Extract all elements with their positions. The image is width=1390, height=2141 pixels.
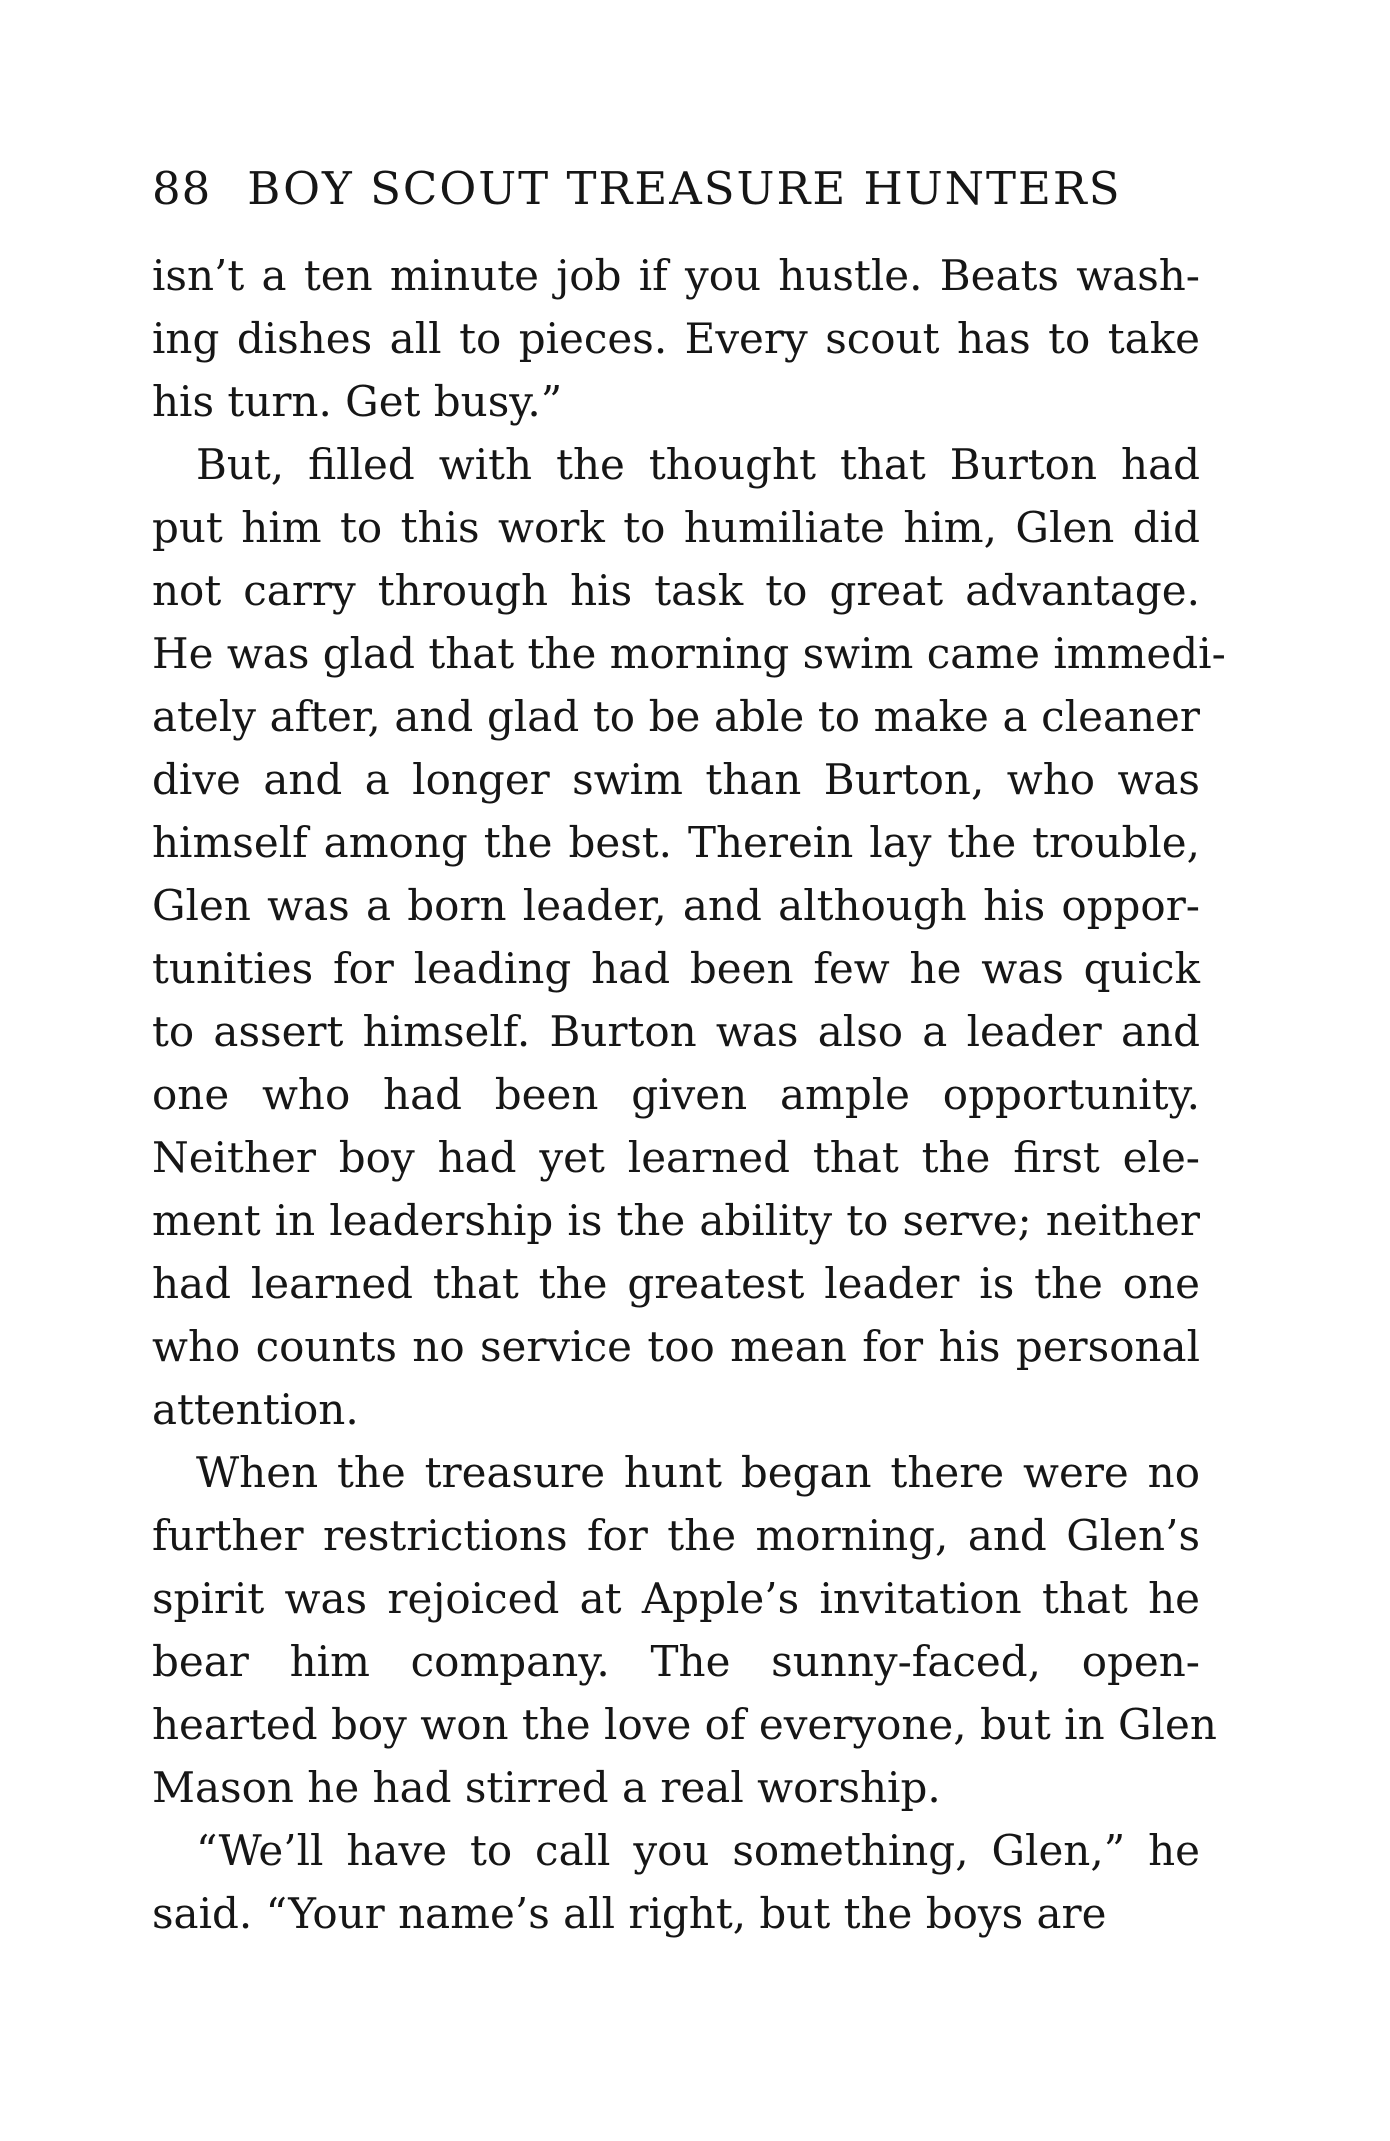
text-line: spirit was rejoiced at Apple’s invitation that he — [152, 1574, 1200, 1623]
text-line: But, filled with the thought that Burton had — [196, 440, 1200, 489]
text-line: who counts no service too mean for his personal — [152, 1322, 1200, 1371]
text-line: one who had been given ample opportunity. — [152, 1070, 1200, 1119]
text-line: ately after, and glad to be able to make a cleaner — [152, 692, 1200, 741]
text-line: said. “Your name’s all right, but the boys are — [152, 1889, 1107, 1938]
paragraph — [152, 1819, 1200, 1945]
page-number: 88 — [152, 162, 212, 215]
text-line: attention. — [152, 1385, 359, 1434]
text-line: himself among the best. Therein lay the trouble, — [152, 818, 1200, 867]
paragraph — [152, 433, 1226, 1441]
text-line: put him to this work to humiliate him, Glen did — [152, 503, 1200, 552]
text-line: Glen was a born leader, and although his oppor- — [152, 881, 1200, 930]
running-head — [152, 162, 1200, 232]
text-line: Mason he had stirred a real worship. — [152, 1763, 941, 1812]
paragraph — [152, 1441, 1217, 1819]
text-line: ing dishes all to pieces. Every scout has to take — [152, 314, 1200, 363]
body-text — [152, 244, 1226, 1945]
text-line: his turn. Get busy.” — [152, 377, 563, 426]
text-line: Neither boy had yet learned that the first ele- — [152, 1133, 1200, 1182]
text-line: He was glad that the morning swim came immedi- — [152, 629, 1226, 678]
text-line: to assert himself. Burton was also a leader and — [152, 1007, 1200, 1056]
text-line: isn’t a ten minute job if you hustle. Beats wash- — [152, 251, 1200, 300]
book-title: BOY SCOUT TREASURE HUNTERS — [247, 162, 1122, 215]
text-line: “We’ll have to call you something, Glen,” he — [196, 1826, 1200, 1875]
text-line: hearted boy won the love of everyone, but in Glen — [152, 1700, 1217, 1749]
text-line: bear him company. The sunny-faced, open- — [152, 1637, 1200, 1686]
book-page — [152, 162, 1226, 2062]
text-line: further restrictions for the morning, and Glen’s — [152, 1511, 1200, 1560]
text-line: had learned that the greatest leader is the one — [152, 1259, 1200, 1308]
text-line: ment in leadership is the ability to serve; neither — [152, 1196, 1200, 1245]
text-line: tunities for leading had been few he was quick — [152, 944, 1200, 993]
text-line: dive and a longer swim than Burton, who was — [152, 755, 1200, 804]
text-line: When the treasure hunt began there were no — [196, 1448, 1200, 1497]
paragraph — [152, 244, 1200, 433]
text-line: not carry through his task to great advantage. — [152, 566, 1200, 615]
